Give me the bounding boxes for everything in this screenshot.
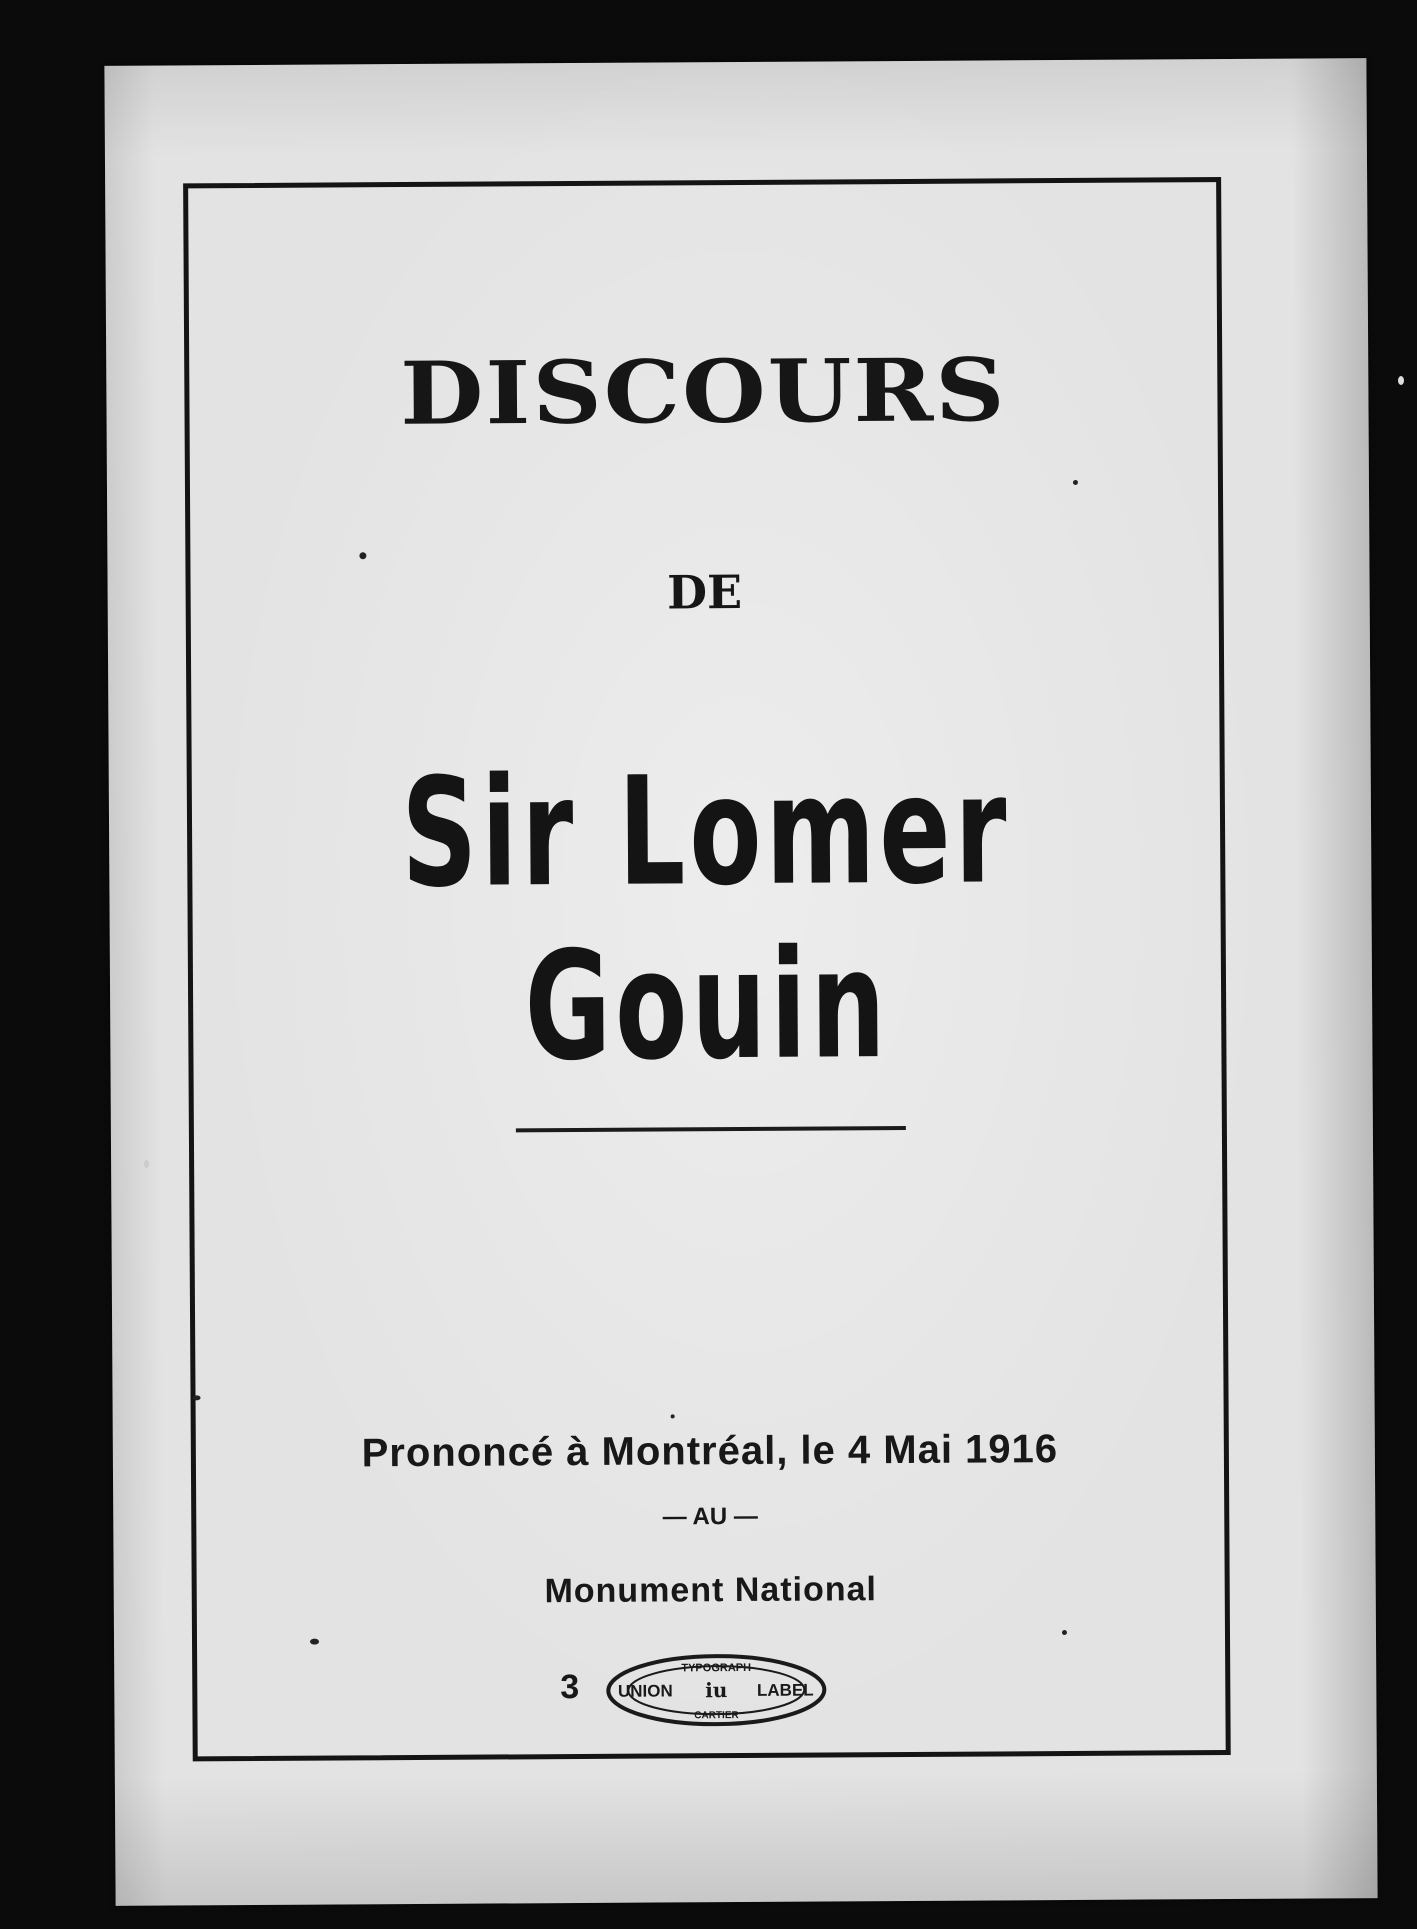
venue-line: Monument National (544, 1570, 878, 1611)
paper-speck (671, 1414, 675, 1418)
union-label-left-text: UNION (617, 1681, 673, 1701)
union-label-right-text: LABEL (756, 1680, 814, 1700)
cover-preposition: DE (666, 564, 743, 620)
paper-speck (310, 1639, 319, 1645)
union-label-stamp-icon (605, 1650, 827, 1729)
cover-border-frame (183, 177, 1231, 1761)
paper-speck (193, 1395, 201, 1400)
union-label-top-text: TYPOGRAPH (681, 1661, 752, 1675)
page-number: 3 (560, 1668, 580, 1707)
horizontal-rule (516, 1126, 906, 1132)
union-label-bottom-text: CARTIER (694, 1710, 739, 1722)
edge-speck (144, 1160, 149, 1168)
cover-title: DISCOURS (399, 339, 1007, 445)
connector-line: — AU — (662, 1502, 758, 1531)
paper-speck (359, 552, 366, 559)
speaker-name: Sir Lomer Gouin (400, 743, 1012, 1095)
union-label-mark: iu (705, 1678, 728, 1703)
booklet-cover (104, 58, 1377, 1906)
delivery-line: Prononcé à Montréal, le 4 Mai 1916 (361, 1427, 1059, 1476)
paper-speck (1073, 480, 1078, 485)
paper-speck (1062, 1630, 1067, 1635)
edge-speck (1398, 376, 1404, 385)
